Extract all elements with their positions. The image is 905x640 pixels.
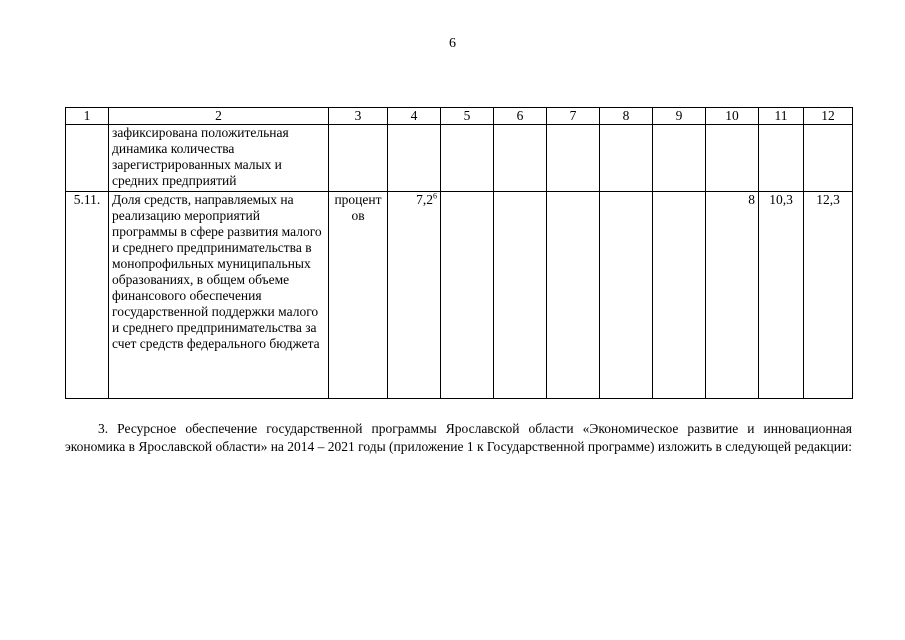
body-paragraph: 3. Ресурсное обеспечение государственной программы Ярославской области «Экономическое развитие и инновационная экономика в Ярославской области» на 2014 – 2021 годы (приложение 1 к Государственной программе) изложить в следующей редакции: <box>65 421 852 454</box>
value-cell-col11: 10,3 <box>759 192 804 399</box>
table-cell <box>494 192 547 399</box>
table-cell <box>600 192 653 399</box>
header-cell: 12 <box>804 108 853 125</box>
value-cell-col10: 8 <box>706 192 759 399</box>
indicators-table <box>65 107 853 399</box>
header-cell: 6 <box>494 108 547 125</box>
header-cell: 9 <box>653 108 706 125</box>
value-cell-col4 <box>388 192 441 399</box>
indicator-text-cell: Доля средств, направляемых на реализацию мероприятий программы в сфере развития малого и среднего предпринимательства в монопрофильных муниципальных образованиях, в общем объеме финансового обеспечения государственной поддержки малого и среднего предпринимательства за счет средств федерального бюджета <box>109 192 329 399</box>
table-cell <box>494 125 547 192</box>
table-cell <box>547 192 600 399</box>
header-cell: 5 <box>441 108 494 125</box>
footnote-marker: 6 <box>433 191 437 201</box>
indicator-text-cell: зафиксирована положительная динамика количества зарегистрированных малых и средних предприятий <box>109 125 329 192</box>
table-cell <box>653 125 706 192</box>
header-cell: 10 <box>706 108 759 125</box>
header-cell: 11 <box>759 108 804 125</box>
table-cell <box>441 125 494 192</box>
table-row <box>66 125 853 192</box>
header-cell: 7 <box>547 108 600 125</box>
row-number-cell: 5.11. <box>66 192 109 399</box>
table-cell <box>759 125 804 192</box>
table-cell <box>388 125 441 192</box>
table-row <box>66 192 853 399</box>
table-cell <box>441 192 494 399</box>
page-number: 6 <box>449 36 456 51</box>
header-cell: 2 <box>109 108 329 125</box>
table-cell <box>329 125 388 192</box>
table-cell <box>653 192 706 399</box>
value-cell-col12: 12,3 <box>804 192 853 399</box>
table-cell <box>804 125 853 192</box>
row-number-cell <box>66 125 109 192</box>
table-cell <box>600 125 653 192</box>
value-text: 7,2 <box>416 192 433 207</box>
header-cell: 8 <box>600 108 653 125</box>
table-header-row <box>66 108 853 125</box>
table-cell <box>547 125 600 192</box>
header-cell: 1 <box>66 108 109 125</box>
unit-cell: процент ов <box>329 192 388 399</box>
header-cell: 3 <box>329 108 388 125</box>
header-cell: 4 <box>388 108 441 125</box>
table-cell <box>706 125 759 192</box>
